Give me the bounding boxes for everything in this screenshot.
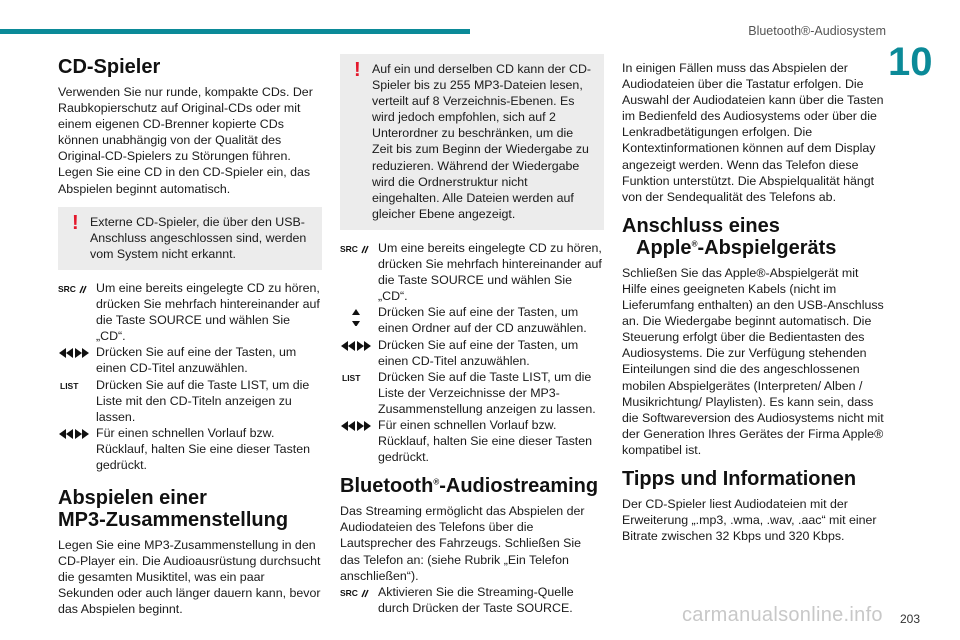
heading-apple-line2: -Abspielgeräts: [697, 236, 837, 259]
instruction-text: Drücken Sie auf eine der Tasten, um einen Ordner auf der CD anzuwählen.: [378, 305, 587, 336]
instruction-track: [58, 344, 322, 376]
instruction-text: Drücken Sie auf die Taste LIST, um die Liste der Verzeichnisse der MP3-Zusammenstellung anzeigen zu lassen.: [378, 369, 596, 416]
header-accent-bar: [0, 29, 470, 34]
warning-box: [340, 54, 604, 230]
registered-mark: ®: [691, 239, 698, 249]
list-label: LIST: [342, 372, 361, 383]
instruction-text: Um eine bereits eingelegte CD zu hören, drücken Sie mehrfach hintereinander auf die Taste SOURCE und wählen Sie „CD“.: [378, 240, 602, 304]
heading-apple-brand: Apple: [636, 236, 692, 259]
src-label: SRC: [58, 283, 76, 294]
instruction-text: Drücken Sie auf eine der Tasten, um einen CD-Titel anzuwählen.: [378, 337, 579, 368]
paragraph-mp3: Legen Sie eine MP3-Zusammenstellung in den CD-Player ein. Die Audioausrüstung durchsucht die gesamten Musiktitel, was ein paar Sekunden oder auch länger dauern kann, bevor das Abspielen beginnt.: [58, 538, 321, 617]
instruction-src: [340, 240, 604, 304]
instruction-text: Für einen schnellen Vorlauf bzw. Rücklauf, halten Sie eine dieser Tasten gedrückt.: [378, 417, 592, 465]
heading-bt-part2: -Audiostreaming: [439, 475, 599, 498]
instruction-text: Um eine bereits eingelegte CD zu hören, drücken Sie mehrfach hintereinander auf die Taste SOURCE und wählen Sie „CD“.: [96, 280, 320, 344]
heading-mp3-line2: MP3-Zusammenstellung: [58, 509, 289, 532]
prev-next-icon: [58, 346, 90, 360]
heading-apple: [622, 215, 886, 259]
paragraph-apple: Schließen Sie das Apple®-Abspielgerät mit Hilfe eines geeigneten Kabels (nicht im Lieferumfang enthalten) an den USB-Anschluss an. Die Wiedergabe beginnt automatisch. Die Steuerung erfolgt über die Bedientasten des Audiosystems. Die zur Verfügung stehenden Einteilungen sind die des angeschlossenen mobilen Abspielgerätes (Interpreten/ Alben / Musikrichtung/ Playlisten). Es kann sein, dass die Softwareversion des Audiosystems nicht mit der Generation Ihres Gerätes der Firma Apple® kompatibel ist.: [622, 265, 884, 457]
paragraph-bluetooth: Das Streaming ermöglicht das Abspielen der Audiodateien des Telefons über die Lautsprecher des Fahrzeugs. Schließen Sie das Telefon an: (siehe Rubrik „Ein Telefon anschließen“).: [340, 504, 585, 583]
column-3: [622, 60, 886, 544]
warning-icon: !: [354, 59, 361, 81]
list-label: LIST: [60, 380, 79, 391]
prev-next-icon: [340, 339, 372, 353]
paragraph-tips: Der CD-Spieler liest Audiodateien mit der Erweiterung „.mp3, .wma, .wav, .aac“ mit einer Bitrate zwischen 32 Kbps und 320 Kbps.: [622, 496, 877, 544]
list-icon: [58, 379, 90, 393]
instruction-text: Aktivieren Sie die Streaming-Quelle durch Drücken der Taste SOURCE.: [378, 584, 574, 615]
instruction-fast: [340, 417, 604, 465]
src-icon: [340, 586, 372, 600]
warning-text: Auf ein und derselben CD kann der CD-Spieler bis zu 255 MP3-Dateien lesen, verteilt auf 8 Verzeichnis-Ebenen. Es wird jedoch empfohlen, sich auf 2 Unterordner zu beschränken, um die Zeit bis zum Beginn der Wiedergabe zu reduzieren. Während der Wiedergabe wird die Ordnerstruktur nicht eingehalten. Alle Dateien werden auf gleicher Ebene angezeigt.: [372, 62, 592, 221]
heading-mp3: [58, 487, 322, 531]
paragraph-intro: In einigen Fällen muss das Abspielen der Audiodateien über die Tastatur erfolgen. Die Auswahl der Audiodateien kann über die Tasten im Bedienfeld des Audiosystems oder über die Lenkradbetätigungen erfolgen. Die Kontextinformationen können auf dem Display angezeigt werden. Wenn das Telefon diese Funktion unterstützt. Die Abspielqualität hängt von der Sendequalität des Telefons ab.: [622, 61, 884, 204]
heading-tips: Tipps und Informationen: [622, 467, 857, 490]
watermark: carmanualsonline.info: [682, 604, 883, 626]
heading-mp3-line1: Abspielen einer: [58, 487, 207, 510]
heading-bt-part1: Bluetooth: [340, 475, 434, 498]
heading-bluetooth: [340, 475, 604, 497]
warning-box: [58, 207, 322, 270]
instruction-src: [58, 280, 322, 344]
instruction-fast: [58, 425, 322, 473]
up-down-icon: [340, 306, 372, 326]
heading-cd-player: CD-Spieler: [58, 56, 161, 78]
column-2: [340, 54, 604, 616]
paragraph-cd: Verwenden Sie nur runde, kompakte CDs. Der Raubkopierschutz auf Original-CDs oder mit einem eigenen CD-Brenner kopierte CDs können unabhängig von der Qualität des Original-CD-Spielers zu Störungen führen. Legen Sie eine CD in den CD-Spieler ein, das Abspielen beginnt automatisch.: [58, 85, 313, 196]
section-header: Bluetooth®-Audiosystem: [748, 24, 886, 38]
src-icon: [340, 242, 372, 256]
list-icon: [340, 371, 372, 385]
src-label: SRC: [340, 587, 358, 598]
warning-icon: !: [72, 211, 79, 234]
src-label: SRC: [340, 243, 358, 254]
instruction-list: [340, 369, 604, 417]
warning-text: Externe CD-Spieler, die über den USB-Anschluss angeschlossen sind, werden vom System nicht erkannt.: [90, 214, 307, 261]
page-number: 203: [900, 612, 921, 626]
chapter-number: 10: [888, 40, 933, 84]
instruction-text: Für einen schnellen Vorlauf bzw. Rücklauf, halten Sie eine dieser Tasten gedrückt.: [96, 425, 310, 472]
column-1: [58, 56, 322, 618]
fast-forward-rewind-icon: [340, 419, 372, 433]
instruction-list: [58, 377, 322, 425]
heading-apple-line1: Anschluss eines: [622, 214, 780, 237]
instruction-text: Drücken Sie auf eine der Tasten, um einen CD-Titel anzuwählen.: [96, 345, 297, 376]
src-icon: [58, 282, 90, 296]
registered-mark: ®: [433, 477, 440, 487]
instruction-text: Drücken Sie auf die Taste LIST, um die Liste mit den CD-Titeln anzeigen zu lassen.: [96, 377, 310, 424]
instruction-src: [340, 584, 604, 616]
instruction-folder: [340, 304, 604, 336]
fast-forward-rewind-icon: [58, 427, 90, 441]
instruction-track: [340, 337, 604, 369]
